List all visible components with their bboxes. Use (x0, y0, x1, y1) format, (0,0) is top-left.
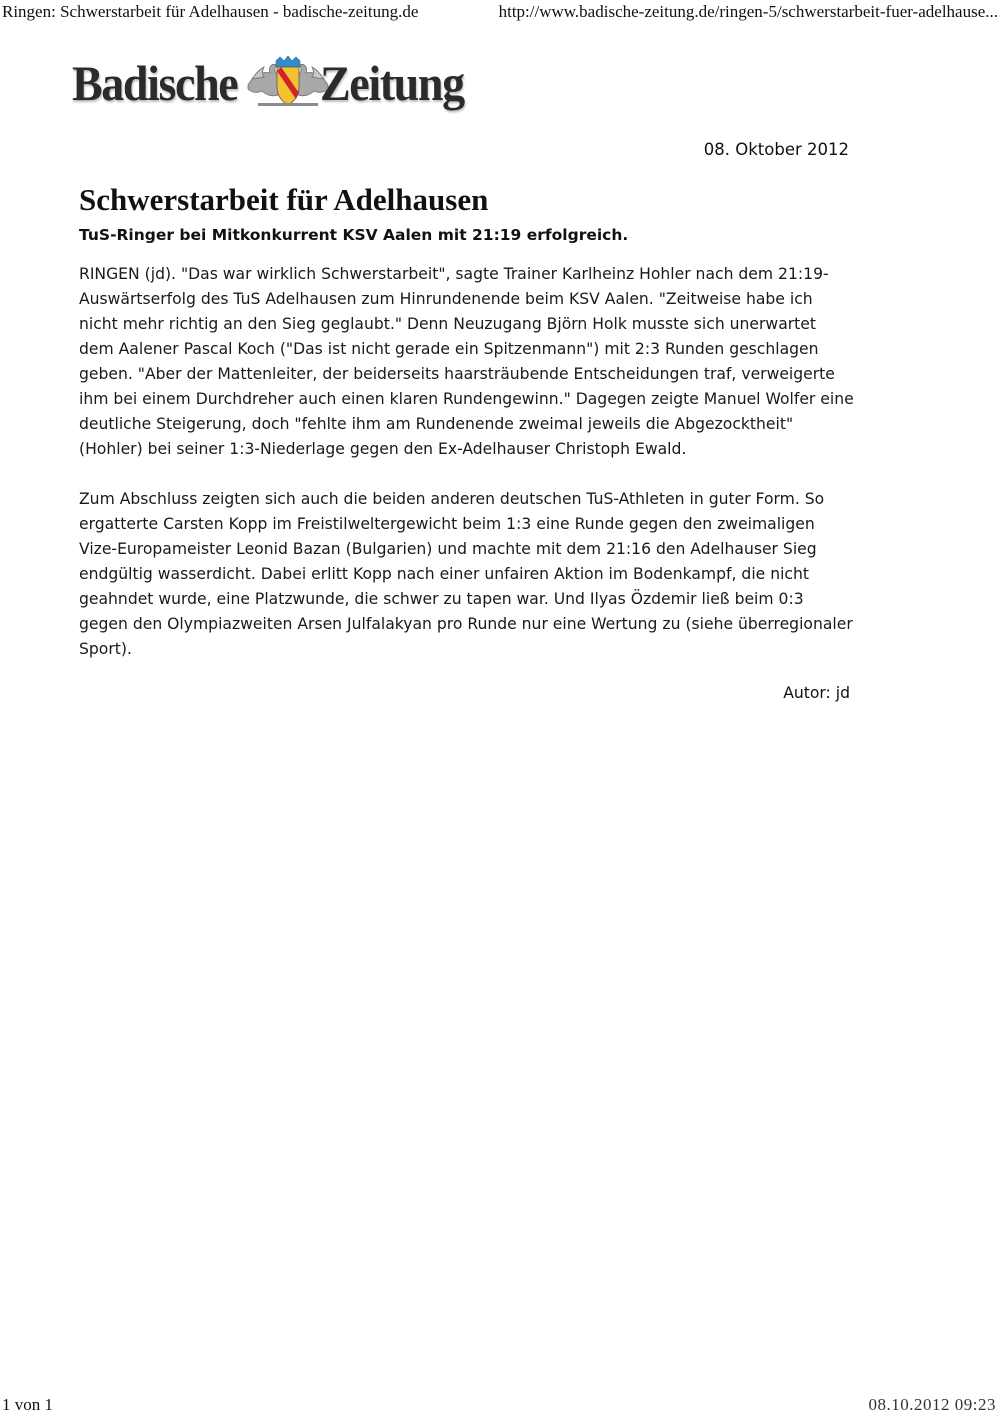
print-header-page-title: Ringen: Schwerstarbeit für Adelhausen - badische-zeitung.de (2, 2, 419, 21)
article-paragraph: RINGEN (jd). "Das war wirklich Schwerstarbeit", sagte Trainer Karlheinz Hohler nach dem 21:19-Auswärtserfolg des TuS Adelhausen zum Hinrundenende beim KSV Aalen. "Zeitweise habe ich nicht mehr richtig an den Sieg geglaubt." Denn Neuzugang Björn Holk musste sich unerwartet dem Aalener Pascal Koch ("Das ist nicht gerade ein Spitzenmann") mit 2:3 Runden geschlagen geben. "Aber der Mattenleiter, der beiderseits haarsträubende Entscheidungen traf, verweigerte ihm bei einem Durchdreher auch einen klaren Rundengewinn." Dagegen zeigte Manuel Wolfer eine deutliche Steigerung, doch "fehlte ihm am Rundenende zweimal jeweils die Abgezocktheit" (Hohler) bei seiner 1:3-Niederlage gegen den Ex-Adelhauser Christoph Ewald. (79, 265, 854, 458)
print-footer-page-count: 1 von 1 (2, 1395, 53, 1414)
article-author: Autor: jd (783, 684, 850, 702)
logo-word-badische: Badische (72, 55, 238, 111)
logo-word-zeitung: Zeitung (319, 55, 464, 111)
article (79, 180, 854, 702)
coat-of-arms-icon (244, 55, 332, 111)
article-date: 08. Oktober 2012 (703, 140, 849, 159)
badische-zeitung-logo (72, 52, 476, 114)
article-body (79, 262, 854, 662)
article-paragraph: Zum Abschluss zeigten sich auch die beiden anderen deutschen TuS-Athleten in guter Form. So ergatterte Carsten Kopp im Freistilweltergewicht beim 1:3 eine Runde gegen den zweimaligen Vize-Europameister Leonid Bazan (Bulgarien) und machte mit dem 21:16 den Adelhauser Sieg endgültig wasserdicht. Dabei erlitt Kopp nach einer unfairen Aktion im Bodenkampf, die nicht geahndet wurde, eine Platzwunde, die schwer zu tapen war. Und Ilyas Özdemir ließ beim 0:3 gegen den Olympiazweiten Arsen Julfalakyan pro Runde nur eine Wertung zu (siehe überregionaler Sport). (79, 490, 853, 658)
article-headline: Schwerstarbeit für Adelhausen (79, 182, 489, 217)
print-footer-timestamp: 08.10.2012 09:23 (868, 1395, 996, 1414)
article-subheadline: TuS-Ringer bei Mitkonkurrent KSV Aalen mit 21:19 erfolgreich. (79, 226, 629, 244)
print-header-url: http://www.badische-zeitung.de/ringen-5/schwerstarbeit-fuer-adelhause... (498, 2, 998, 21)
